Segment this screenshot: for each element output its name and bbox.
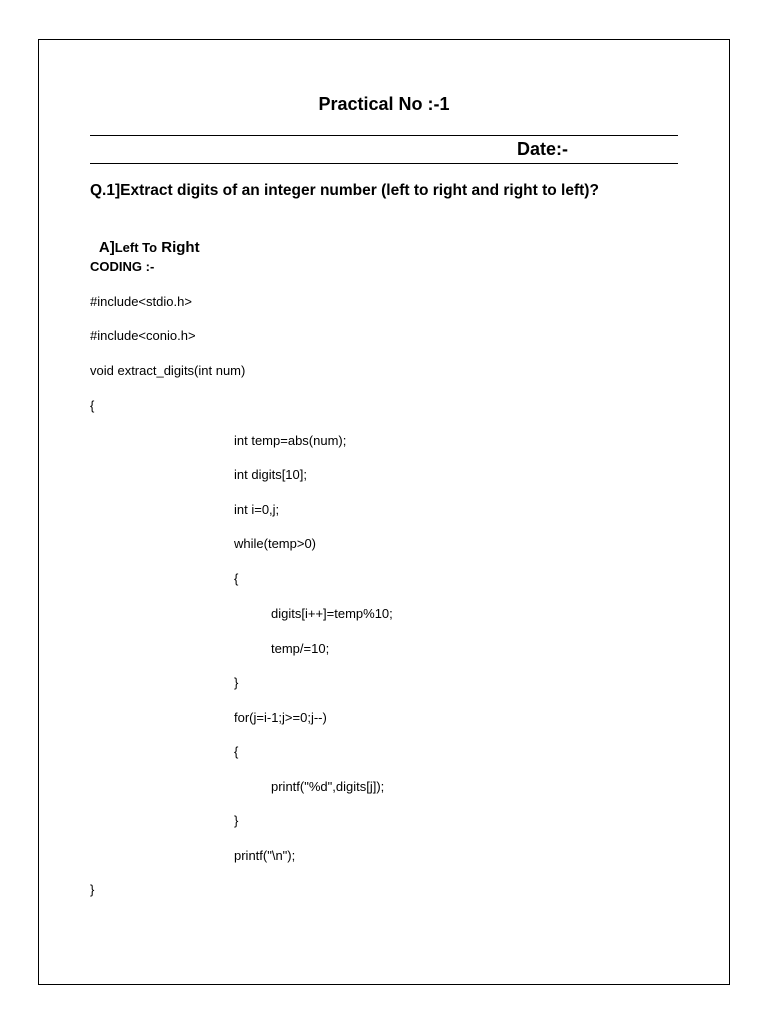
code-line: for(j=i-1;j>=0;j--) [234,710,327,725]
code-line: printf("%d",digits[j]); [271,779,385,794]
code-line: int temp=abs(num); [234,433,347,448]
code-line: } [234,813,239,828]
code-line: printf("\n"); [234,848,296,863]
code-line: #include<stdio.h> [90,294,192,309]
page-border [38,39,730,985]
date-label: Date:- [517,139,569,159]
code-line: int i=0,j; [234,502,280,517]
top-rule [90,135,678,136]
code-line: #include<conio.h> [90,328,196,343]
question-heading: Q.1]Extract digits of an integer number (left to right and right to left)? [90,182,599,199]
code-line: temp/=10; [271,641,330,656]
page-title: Practical No :-1 [318,94,450,114]
code-line: digits[i++]=temp%10; [271,606,393,621]
code-line: } [90,882,95,897]
section-small-text: Left To [114,240,158,255]
code-line: int digits[10]; [234,467,307,482]
bottom-rule [90,163,678,164]
code-line: while(temp>0) [234,536,317,551]
code-line: void extract_digits(int num) [90,363,246,378]
section-heading [90,221,200,257]
section-suffix: Right [157,239,200,256]
section-prefix: A] [98,239,115,256]
coding-label: CODING :- [90,259,155,274]
code-line: { [234,571,239,586]
code-line: { [234,744,239,759]
code-line: } [234,675,239,690]
code-line: { [90,398,95,413]
